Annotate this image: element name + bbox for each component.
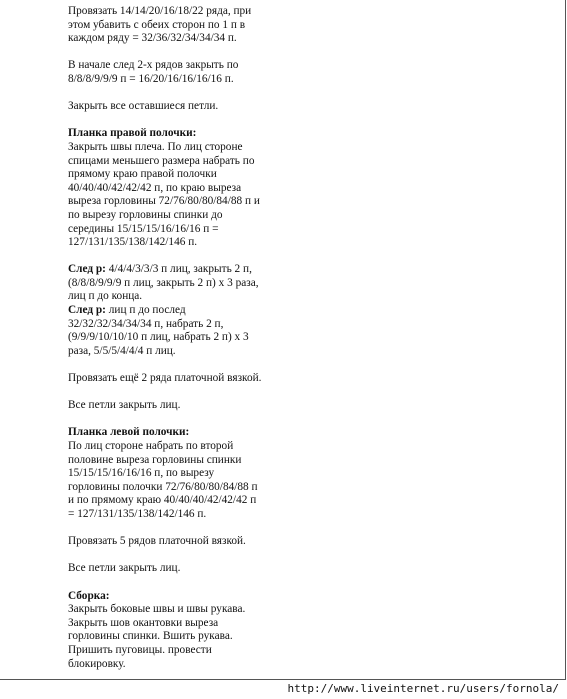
text-line: и по прямому краю 40/40/40/42/42/42 п <box>68 494 257 507</box>
text-line: 32/32/32/34/34/34 п, набрать 2 п, <box>68 317 224 330</box>
section-assembly <box>68 590 308 672</box>
text-line: Провязать 5 рядов платочной вязкой. <box>68 535 246 548</box>
text-line: 15/15/15/16/16/16 п, по вырезу <box>68 467 215 480</box>
text-line: В начале след 2-х рядов закрыть по <box>68 59 239 72</box>
text-line: блокировку. <box>68 657 126 670</box>
paragraph-close-knit-1 <box>68 399 308 413</box>
paragraph-close-knit-2 <box>68 562 308 576</box>
document-body <box>68 5 308 685</box>
text-line: выреза горловины 72/76/80/80/84/88 п и <box>68 195 260 208</box>
text-line: Пришить пуговицы. провести <box>68 643 212 656</box>
paragraph-bind-off-start <box>68 59 308 86</box>
row-label: След р: <box>68 263 106 276</box>
text-line <box>68 304 308 318</box>
row-label: След р: <box>68 304 106 317</box>
row-instruction-2 <box>68 304 308 358</box>
text-line: = 127/131/135/138/142/146 п. <box>68 507 207 520</box>
text-line: Закрыть швы плеча. По лиц стороне <box>68 140 243 153</box>
text-line: Закрыть боковые швы и швы рукава. <box>68 603 246 616</box>
section-heading: Сборка: <box>68 589 110 602</box>
text-line: Все петли закрыть лиц. <box>68 399 181 412</box>
text-line: лиц п до конца. <box>68 290 143 303</box>
paragraph-decrease <box>68 5 308 46</box>
section-left-band <box>68 426 308 521</box>
section-right-band <box>68 127 308 249</box>
source-url-watermark: http://www.liveinternet.ru/users/fornola/ <box>287 682 559 695</box>
section-heading: Планка левой полочки: <box>68 426 190 439</box>
section-heading: Планка правой полочки: <box>68 127 197 140</box>
text-line: половине выреза горловины спинки <box>68 453 242 466</box>
text-line: Закрыть шов окантовки выреза <box>68 616 219 629</box>
row-text: 4/4/4/3/3/3 п лиц, закрыть 2 п, <box>105 263 252 276</box>
row-instruction-1 <box>68 263 308 304</box>
paragraph-garter-5 <box>68 535 308 549</box>
text-line: раза, 5/5/5/4/4/4 п лиц. <box>68 344 176 357</box>
text-line: спицами меньшего размера набрать по <box>68 154 255 167</box>
text-line <box>68 263 308 277</box>
text-line: 127/131/135/138/142/146 п. <box>68 236 198 249</box>
text-line: каждом ряду = 32/36/32/34/34/34 п. <box>68 32 237 45</box>
text-line: горловины полочки 72/76/80/80/84/88 п <box>68 480 258 493</box>
paragraph-garter-2 <box>68 372 308 386</box>
text-line: Провязать 14/14/20/16/18/22 ряда, при <box>68 5 252 17</box>
text-line: (8/8/8/9/9/9 п лиц, закрыть 2 п) х 3 раза, <box>68 276 259 289</box>
text-line: горловины спинки. Вшить рукава. <box>68 630 233 643</box>
row-text: лиц п до послед <box>105 304 186 317</box>
text-line: этом убавить с обеих сторон по 1 п в <box>68 18 246 31</box>
text-line: прямому краю правой полочки <box>68 168 217 181</box>
text-line: 40/40/40/42/42/42 п, по краю выреза <box>68 181 242 194</box>
text-line: 8/8/8/9/9/9 п = 16/20/16/16/16/16 п. <box>68 72 234 85</box>
text-line: (9/9/9/10/10/10 п лиц, набрать 2 п) х 3 <box>68 331 249 344</box>
text-line: по вырезу горловины спинки до <box>68 208 223 221</box>
text-line: середины 15/15/15/16/16/16 п = <box>68 222 219 235</box>
paragraph-close-remaining <box>68 100 308 114</box>
text-line: Все петли закрыть лиц. <box>68 562 181 575</box>
text-line: По лиц стороне набрать по второй <box>68 440 234 452</box>
text-line: Провязать ещё 2 ряда платочной вязкой. <box>68 372 262 385</box>
text-line: Закрыть все оставшиеся петли. <box>68 100 219 113</box>
